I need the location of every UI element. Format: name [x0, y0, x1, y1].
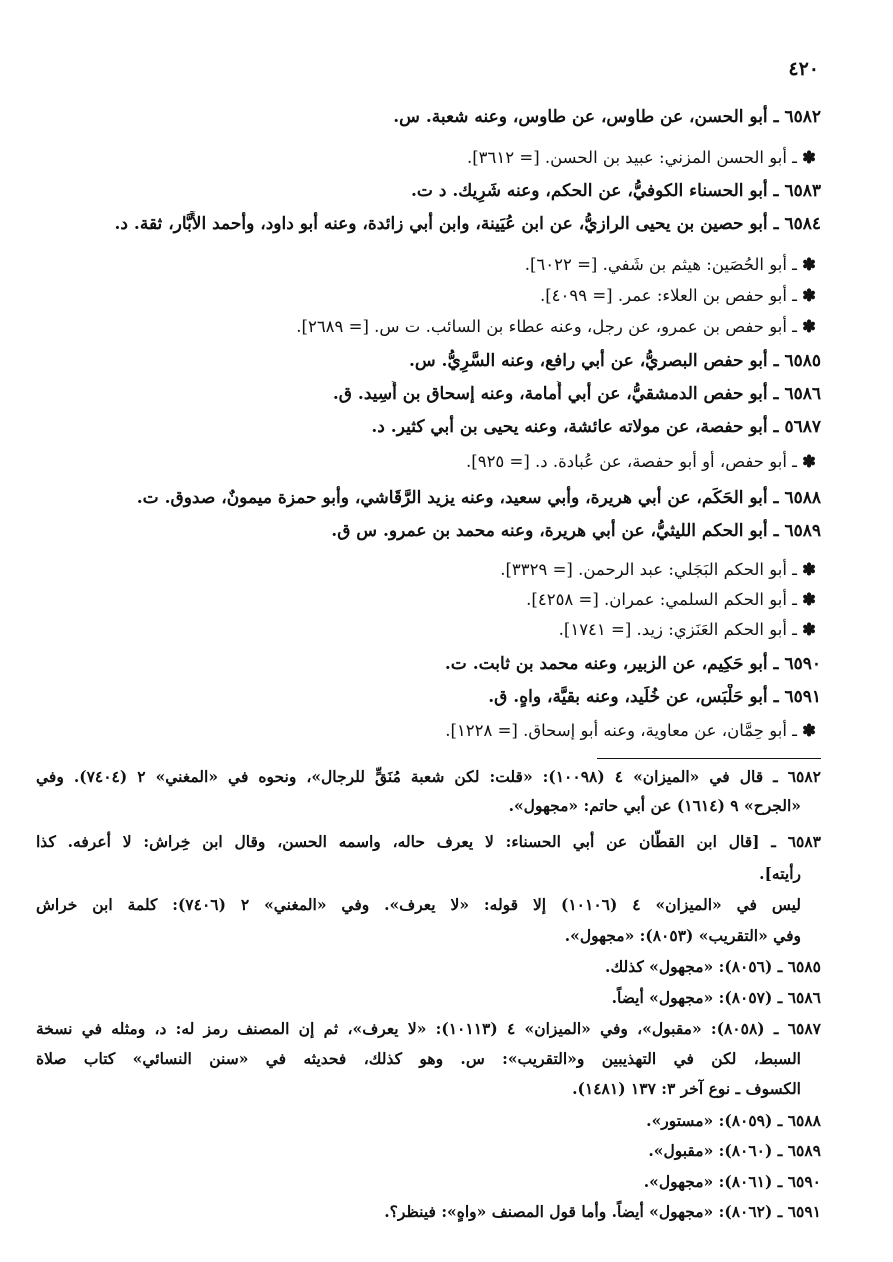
- footnote-6583-line1: ٦٥٨٣ ـ [قال ابن القطّان عن أبي الحسناء: لا يعرف حاله، واسمه الحسن، وقال ابن خِراش: لا أعرفه. كذا: [36, 832, 821, 851]
- entry-6587: ٥٦٨٧ ـ أبو حفصة، عن مولاته عائشة، وعنه يحيى بن أبي كثير. د.: [371, 417, 821, 437]
- entry-6589: ٦٥٨٩ ـ أبو الحكم الليثيُّ، عن أبي هريرة، وعنه محمد بن عمرو. س ق.: [331, 521, 821, 541]
- entry-6590: ٦٥٩٠ ـ أبو حَكِيم، عن الزبير، وعنه محمد بن ثابت. ت.: [444, 654, 821, 674]
- footnote-6590: ٦٥٩٠ ـ (٨٠٦١): «مجهول».: [643, 1172, 821, 1191]
- footnote-6582-line1: ٦٥٨٢ ـ قال في «الميزان» ٤ (١٠٠٩٨): «قلت: لكن شعبة مُنَقٍّ للرجال»، ونحوه في «المغني» ٢ (٧٤٠٤). وفي: [36, 767, 821, 786]
- entry-6584: ٦٥٨٤ ـ أبو حصين بن يحيى الرازيُّ، عن ابن عُيَينة، وابن أبي زائدة، وعنه أبو داود، وأحمد الأَبَّار، ثقة. د.: [114, 214, 821, 234]
- footnote-6588: ٦٥٨٨ ـ (٨٠٥٩): «مستور».: [646, 1111, 821, 1130]
- xref-line: [36, 449, 821, 475]
- star-icon: ✽: [802, 590, 816, 609]
- footnote-6585: ٦٥٨٥ ـ (٨٠٥٦): «مجهول» كذلك.: [605, 957, 821, 976]
- entry-6591: ٦٥٩١ ـ أبو حَلْبَس، عن خُلَيد، وعنه بقيَّة، واهٍ. ق.: [488, 687, 821, 707]
- xref-line: [36, 252, 821, 278]
- star-icon: ✽: [802, 620, 816, 639]
- xref-text: ـ أبو الحسن المزني: عبيد بن الحسن. [= ٣٦١٢].: [466, 148, 797, 167]
- footnote-6583-line3: ليس في «الميزان» ٤ (١٠١٠٦) إلا قوله: «لا يعرف». وفي «المغني» ٢ (٧٤٠٦): كلمة ابن خراش: [36, 895, 801, 914]
- xref-line: [36, 587, 821, 613]
- star-icon: ✽: [802, 452, 816, 471]
- star-icon: ✽: [802, 317, 816, 336]
- xref-text: ـ أبو الحكم العَنَزي: زيد. [= ١٧٤١].: [558, 620, 797, 639]
- star-icon: ✽: [802, 721, 816, 740]
- entry-6585: ٦٥٨٥ ـ أبو حفص البصريُّ، عن أبي رافع، وعنه السَّرِيُّ. س.: [408, 351, 821, 371]
- footnote-6583-line2: رأيته].: [759, 864, 801, 883]
- star-icon: ✽: [802, 560, 816, 579]
- entry-6588: ٦٥٨٨ ـ أبو الحَكَم، عن أبي هريرة، وأبي سعيد، وعنه يزيد الرَّقَاشي، وأبو حمزة ميمونٌ، صدوق. ت.: [136, 488, 821, 508]
- xref-line: [36, 145, 821, 171]
- xref-line: [36, 283, 821, 309]
- xref-text: ـ أبو حفص بن عمرو، عن رجل، وعنه عطاء بن السائب. ت س. [= ٢٦٨٩].: [296, 317, 797, 336]
- footnote-6582-line2: «الجرح» ٩ (١٦١٤) عن أبي حاتم: «مجهول».: [508, 796, 801, 815]
- entry-6582: ٦٥٨٢ ـ أبو الحسن، عن طاوس، عن طاوس، وعنه شعبة. س.: [393, 107, 821, 127]
- star-icon: ✽: [802, 148, 816, 167]
- page-number: ٤٢٠: [788, 58, 819, 80]
- footnote-6587-line1: ٦٥٨٧ ـ (٨٠٥٨): «مقبول»، وفي «الميزان» ٤ (١٠١١٣): «لا يعرف»، ثم إن المصنف رمز له: د، ومثله في نسخة: [36, 1019, 821, 1038]
- xref-text: ـ أبو حفص بن العلاء: عمر. [= ٤٠٩٩].: [539, 286, 797, 305]
- entry-6586: ٦٥٨٦ ـ أبو حفص الدمشقيُّ، عن أبي أُمامة، وعنه إسحاق بن أَسِيد. ق.: [332, 384, 821, 404]
- footnote-6589: ٦٥٨٩ ـ (٨٠٦٠): «مقبول».: [648, 1141, 821, 1160]
- xref-line: [36, 314, 821, 340]
- footnote-6583-line4: وفي «التقريب» (٨٠٥٣): «مجهول».: [564, 926, 801, 945]
- xref-line: [36, 557, 821, 583]
- xref-text: ـ أبو حِمَّان، عن معاوية، وعنه أبو إسحاق. [= ١٢٢٨].: [445, 721, 797, 740]
- star-icon: ✽: [802, 286, 816, 305]
- entry-6583: ٦٥٨٣ ـ أبو الحسناء الكوفيُّ، عن الحكم، وعنه شَرِيك. د ت.: [411, 181, 821, 201]
- xref-text: ـ أبو الحكم البَجَلي: عبد الرحمن. [= ٣٣٢٩].: [500, 560, 797, 579]
- footnote-6586: ٦٥٨٦ ـ (٨٠٥٧): «مجهول» أيضاً.: [611, 988, 821, 1007]
- footnote-6587-line3: الكسوف ـ نوع آخر ٣: ١٣٧ (١٤٨١).: [572, 1079, 801, 1098]
- xref-line: [36, 718, 821, 744]
- xref-text: ـ أبو الحُصَين: هيثم بن شَفي. [= ٦٠٢٢].: [524, 255, 797, 274]
- xref-text: ـ أبو الحكم السلمي: عمران. [= ٤٢٥٨].: [526, 590, 797, 609]
- footnote-6591: ٦٥٩١ ـ (٨٠٦٢): «مجهول» أيضاً. وأما قول المصنف «واهٍ»: فينظر؟.: [384, 1202, 821, 1221]
- star-icon: ✽: [802, 255, 816, 274]
- footnote-6587-line2: السبط، لكن في التهذيبين و«التقريب»: س. وهو كذلك، فحديثه في «سنن النسائي» كتاب صلاة: [36, 1049, 801, 1068]
- footnote-separator: [597, 758, 821, 759]
- xref-text: ـ أبو حفص، أو أبو حفصة، عن عُبادة. د. [= ٩٢٥].: [466, 452, 797, 471]
- xref-line: [36, 617, 821, 643]
